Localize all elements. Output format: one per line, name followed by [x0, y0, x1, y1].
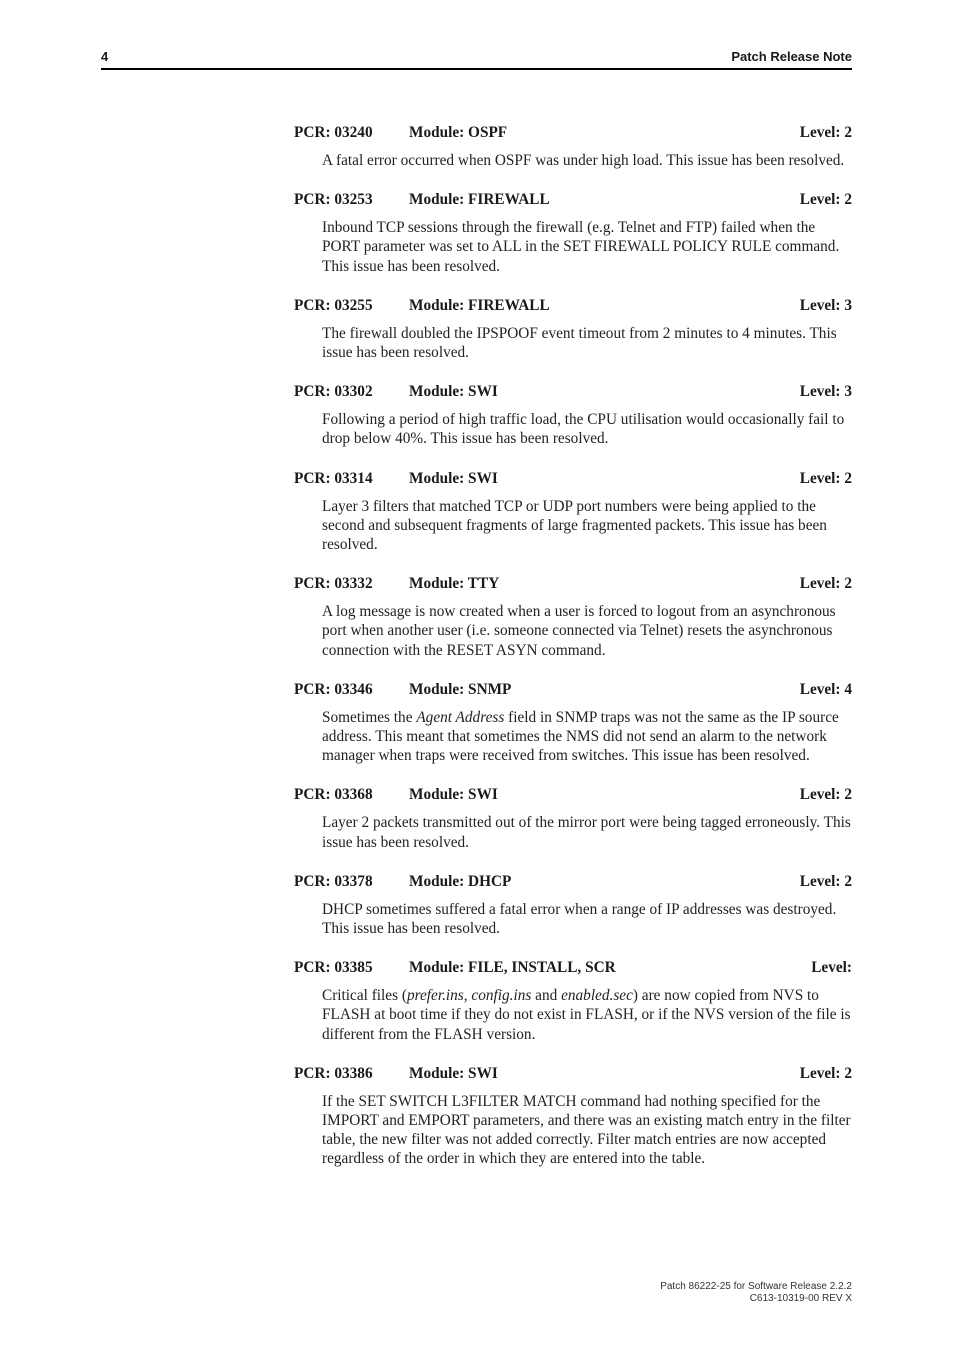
entry-heading — [294, 785, 852, 805]
entry-heading — [294, 469, 852, 489]
page-number: 4 — [101, 49, 109, 64]
text-segment: Critical files ( — [322, 987, 407, 1005]
pcr-entry — [294, 190, 852, 276]
module-name: Module: DHCP — [409, 872, 512, 890]
pcr-number: PCR: 03386 — [294, 1064, 373, 1082]
italic-filename: prefer.ins — [406, 987, 464, 1005]
entry-heading — [294, 296, 852, 316]
footer-patch-line: Patch 86222-25 for Software Release 2.2.2 — [660, 1281, 852, 1292]
text-segment: field in SNMP traps was not the same as the IP source address. This meant that sometimes the NMS did not send an alarm to the network manager when traps were received from switches. This issue has been resolved. — [322, 708, 839, 765]
entry-heading — [294, 382, 852, 402]
level-label: Level: — [811, 959, 852, 977]
pcr-number: PCR: 03385 — [294, 959, 373, 977]
pcr-number: PCR: 03378 — [294, 872, 373, 890]
pcr-number: PCR: 03302 — [294, 383, 373, 401]
entry-heading — [294, 1064, 852, 1084]
entry-description — [322, 708, 852, 766]
level-label: Level: 2 — [799, 872, 852, 890]
module-name: Module: SWI — [409, 786, 498, 804]
pcr-number: PCR: 03332 — [294, 575, 373, 593]
pcr-entry — [294, 1064, 852, 1169]
pcr-entry — [294, 785, 852, 851]
entry-description: Layer 2 packets transmitted out of the mirror port were being tagged erroneously. This issue has been resolved. — [322, 814, 851, 851]
level-label: Level: 2 — [799, 469, 852, 487]
pcr-entry — [294, 872, 852, 938]
pcr-number: PCR: 03346 — [294, 680, 373, 698]
entry-description — [322, 986, 852, 1044]
page-header — [101, 48, 852, 70]
entry-description: Layer 3 filters that matched TCP or UDP port numbers were being applied to the second and subsequent fragments of large fragmented packets. This issue has been resolved. — [322, 497, 827, 554]
text-segment: Sometimes the — [322, 708, 417, 726]
entry-heading — [294, 958, 852, 978]
level-label: Level: 2 — [799, 575, 852, 593]
pcr-number: PCR: 03368 — [294, 786, 373, 804]
entry-heading — [294, 123, 852, 143]
pcr-number: PCR: 03240 — [294, 124, 373, 141]
level-label: Level: 2 — [799, 124, 852, 141]
page-footer — [660, 1281, 852, 1305]
level-label: Level: 2 — [799, 191, 852, 209]
pcr-entry — [294, 382, 852, 448]
module-name: Module: SWI — [409, 1064, 498, 1082]
entry-description: The firewall doubled the IPSPOOF event timeout from 2 minutes to 4 minutes. This issue has been resolved. — [322, 324, 837, 362]
module-name: Module: FIREWALL — [409, 296, 550, 314]
level-label: Level: 2 — [799, 786, 852, 804]
module-name: Module: TTY — [409, 575, 500, 593]
text-segment: ) are now copied from NVS to FLASH at boot time if they do not exist in FLASH, or if the NVS version of the file is different from the FLASH version. — [322, 987, 851, 1043]
level-label: Level: 3 — [799, 296, 852, 314]
pcr-entry — [294, 469, 852, 555]
entry-description: If the SET SWITCH L3FILTER MATCH command had nothing specified for the IMPORT and EMPORT parameters, and there was an existing match entry in the filter table, the new filter was not added correctly. Filter match entries are now accepted regardless of the order in which they are entered into the table. — [322, 1092, 851, 1168]
module-name: Module: SWI — [409, 383, 498, 401]
entry-description: Following a period of high traffic load, the CPU utilisation would occasionally fail to drop below 40%. This issue has been resolved. — [322, 411, 845, 448]
module-name: Module: FIREWALL — [409, 191, 550, 209]
pcr-entry — [294, 680, 852, 766]
entry-description: DHCP sometimes suffered a fatal error when a range of IP addresses was destroyed. This issue has been resolved. — [322, 900, 837, 938]
level-label: Level: 4 — [799, 680, 852, 698]
entry-description: A log message is now created when a user is forced to logout from an asynchronous port when another user (i.e. someone connected via Telnet) resets the asynchronous connection with the RESET ASYN command. — [322, 603, 836, 659]
pcr-number: PCR: 03255 — [294, 296, 373, 314]
pcr-entry — [294, 123, 852, 170]
entry-heading — [294, 190, 852, 210]
text-segment: and — [531, 987, 562, 1005]
italic-term: Agent Address — [416, 708, 505, 726]
header-title: Patch Release Note — [731, 49, 852, 64]
module-name: Module: SNMP — [409, 680, 512, 698]
italic-filename: config.ins — [471, 987, 532, 1005]
pcr-number: PCR: 03314 — [294, 469, 373, 487]
level-label: Level: 3 — [799, 383, 852, 401]
module-name: Module: OSPF — [409, 124, 508, 141]
pcr-number: PCR: 03253 — [294, 191, 373, 209]
entry-description: Inbound TCP sessions through the firewall (e.g. Telnet and FTP) failed when the PORT parameter was set to ALL in the SET FIREWALL POLICY RULE command. This issue has been resolved. — [322, 219, 840, 275]
pcr-entry — [294, 574, 852, 660]
entry-heading — [294, 872, 852, 892]
module-name: Module: SWI — [409, 469, 498, 487]
pcr-entry — [294, 296, 852, 362]
release-notes-list — [294, 123, 852, 1189]
level-label: Level: 2 — [799, 1064, 852, 1082]
text-segment: , — [463, 987, 472, 1005]
entry-description: A fatal error occurred when OSPF was under high load. This issue has been resolved. — [322, 152, 845, 169]
entry-heading — [294, 680, 852, 700]
footer-doc-number: C613-10319-00 REV X — [749, 1293, 852, 1304]
entry-heading — [294, 574, 852, 594]
module-name: Module: FILE, INSTALL, SCR — [409, 959, 616, 977]
pcr-entry — [294, 958, 852, 1044]
italic-filename: enabled.sec — [561, 987, 633, 1005]
